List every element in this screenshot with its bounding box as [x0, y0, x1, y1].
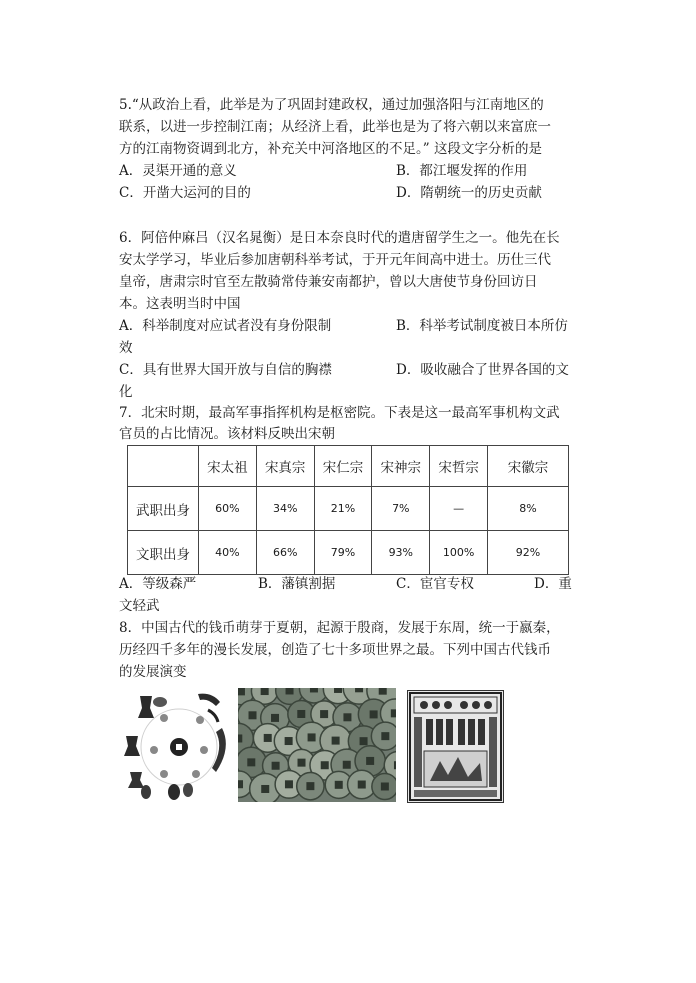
- table-cell: 100%: [430, 531, 488, 575]
- coin-square-hole: [247, 758, 255, 766]
- q6-stem-line-4: 本。这表明当时中国: [119, 296, 241, 312]
- coin-square-hole: [355, 688, 363, 692]
- q6-option-b: B．科举考试制度被日本所仿: [396, 318, 568, 334]
- coin-square-hole: [366, 757, 374, 765]
- table-cell: 79%: [314, 531, 372, 575]
- coin-square-hole: [391, 709, 396, 717]
- table-row-label: 武职出身: [128, 487, 199, 531]
- table-cell: 21%: [314, 487, 372, 531]
- table-header-cell: 宋仁宗: [314, 446, 372, 487]
- coin-square-hole: [334, 688, 342, 693]
- q8-stem-line-1: 8．中国古代的钱币萌芽于夏朝，起源于殷商，发展于东周，统一于嬴秦，: [119, 620, 560, 636]
- paper-money-banknote-image: [407, 690, 504, 803]
- coin-square-hole: [343, 713, 351, 721]
- q7-option-b: B．藩镇割据: [258, 576, 336, 592]
- table-corner-cell: [128, 446, 199, 487]
- coin-square-hole: [285, 737, 293, 745]
- q8-stem-line-2: 历经四千多年的漫长发展，创造了七十多项世界之最。下列中国古代钱币: [119, 642, 551, 658]
- table-row: [128, 487, 569, 531]
- coin-square-hole: [238, 780, 243, 788]
- q6-option-d: D．吸收融合了世界各国的文: [396, 362, 569, 378]
- q6-stem-line-3: 皇帝，唐肃宗时官至左散骑常侍兼安南都护，曾以大唐使节身份回访日: [119, 274, 538, 290]
- coin-square-hole: [332, 737, 340, 745]
- military-officials-table: [127, 445, 569, 575]
- coin-square-hole: [381, 732, 389, 740]
- table-cell: 60%: [199, 487, 257, 531]
- table-row-label: 文职出身: [128, 531, 199, 575]
- coin-square-hole: [272, 762, 280, 770]
- table-header-cell: 宋哲宗: [430, 446, 488, 487]
- coin-square-hole: [360, 737, 368, 745]
- coin-square-hole: [343, 761, 351, 769]
- coin-square-hole: [306, 782, 314, 790]
- coin-square-hole: [310, 688, 318, 692]
- coin-square-hole: [261, 785, 269, 793]
- q8-stem-line-3: 的发展演变: [119, 664, 187, 680]
- table-cell: 40%: [199, 531, 257, 575]
- coin-square-hole: [285, 780, 293, 788]
- q6-option-b-wrap: 效: [119, 340, 133, 356]
- coin-square-hole: [370, 710, 378, 718]
- q7-option-a: A．等级森严: [119, 576, 197, 592]
- q6-option-c: C．具有世界大国开放与自信的胸襟: [119, 362, 332, 378]
- table-header-cell: 宋徽宗: [488, 446, 569, 487]
- table-header-cell: 宋真宗: [256, 446, 314, 487]
- table-header-cell: 宋太祖: [199, 446, 257, 487]
- q5-option-d: D．隋朝统一的历史贡献: [396, 185, 542, 201]
- coin-square-hole: [379, 688, 387, 695]
- table-cell: 66%: [256, 531, 314, 575]
- coin-square-hole: [264, 734, 272, 742]
- q7-stem-line-2: 官员的占比情况。该材料反映出宋朝: [119, 426, 335, 442]
- coin-square-hole: [358, 781, 366, 789]
- q5-stem-line-1: 5.“从政治上看，此举是为了巩固封建政权，通过加强洛阳与江南地区的: [119, 97, 544, 113]
- table-cell: —: [430, 487, 488, 531]
- table-row: [128, 531, 569, 575]
- coin-square-hole: [249, 711, 257, 719]
- q6-option-d-wrap: 化: [119, 384, 133, 400]
- q5-option-c: C．开凿大运河的目的: [119, 185, 251, 201]
- coin-square-hole: [238, 734, 242, 742]
- coin-square-hole: [271, 714, 279, 722]
- table-cell: 93%: [372, 531, 430, 575]
- q7-stem-line-1: 7．北宋时期，最高军事指挥机构是枢密院。下表是这一最高军事机构文武: [119, 405, 560, 421]
- q5-option-a: A．灵渠开通的意义: [119, 163, 237, 179]
- q5-stem-line-3: 方的江南物资调到北方，补充关中河洛地区的不足。” 这段文字分析的是: [119, 141, 542, 157]
- coin-square-hole: [308, 733, 316, 741]
- coin-square-hole: [297, 710, 305, 718]
- coin-square-hole: [238, 688, 245, 695]
- table-header-row: [128, 446, 569, 487]
- copper-coins-image: [238, 688, 396, 802]
- coin-square-hole: [381, 782, 389, 790]
- coin-square-hole: [394, 761, 396, 769]
- coin-square-hole: [335, 781, 343, 789]
- q6-stem-line-1: 6．阿倍仲麻吕（汉名晁衡）是日本奈良时代的遣唐留学生之一。他先在长: [119, 230, 560, 246]
- q7-option-c: C．宦官专权: [396, 576, 474, 592]
- coin-square-hole: [261, 688, 269, 695]
- table-cell: 92%: [488, 531, 569, 575]
- coin-square-hole: [320, 710, 328, 718]
- q7-option-d-wrap: 文轻武: [119, 598, 160, 614]
- q5-stem-line-2: 联系，以进一步控制江南；从经济上看，此举也是为了将六朝以来富庶一: [119, 119, 551, 135]
- coin-square-hole: [286, 688, 294, 694]
- q7-option-d: D．重: [534, 576, 572, 592]
- ancient-currency-forms-image: [120, 688, 238, 806]
- table-cell: 34%: [256, 487, 314, 531]
- coin-square-hole: [321, 761, 329, 769]
- q6-stem-line-2: 安太学学习，毕业后参加唐朝科举考试，于开元年间高中进士。历仕三代: [119, 252, 551, 268]
- table-cell: 7%: [372, 487, 430, 531]
- table-cell: 8%: [488, 487, 569, 531]
- q6-option-a: A．科举制度对应试者没有身份限制: [119, 318, 332, 334]
- coin-square-hole: [298, 759, 306, 767]
- q5-option-b: B．都江堰发挥的作用: [396, 163, 528, 179]
- table-header-cell: 宋神宗: [372, 446, 430, 487]
